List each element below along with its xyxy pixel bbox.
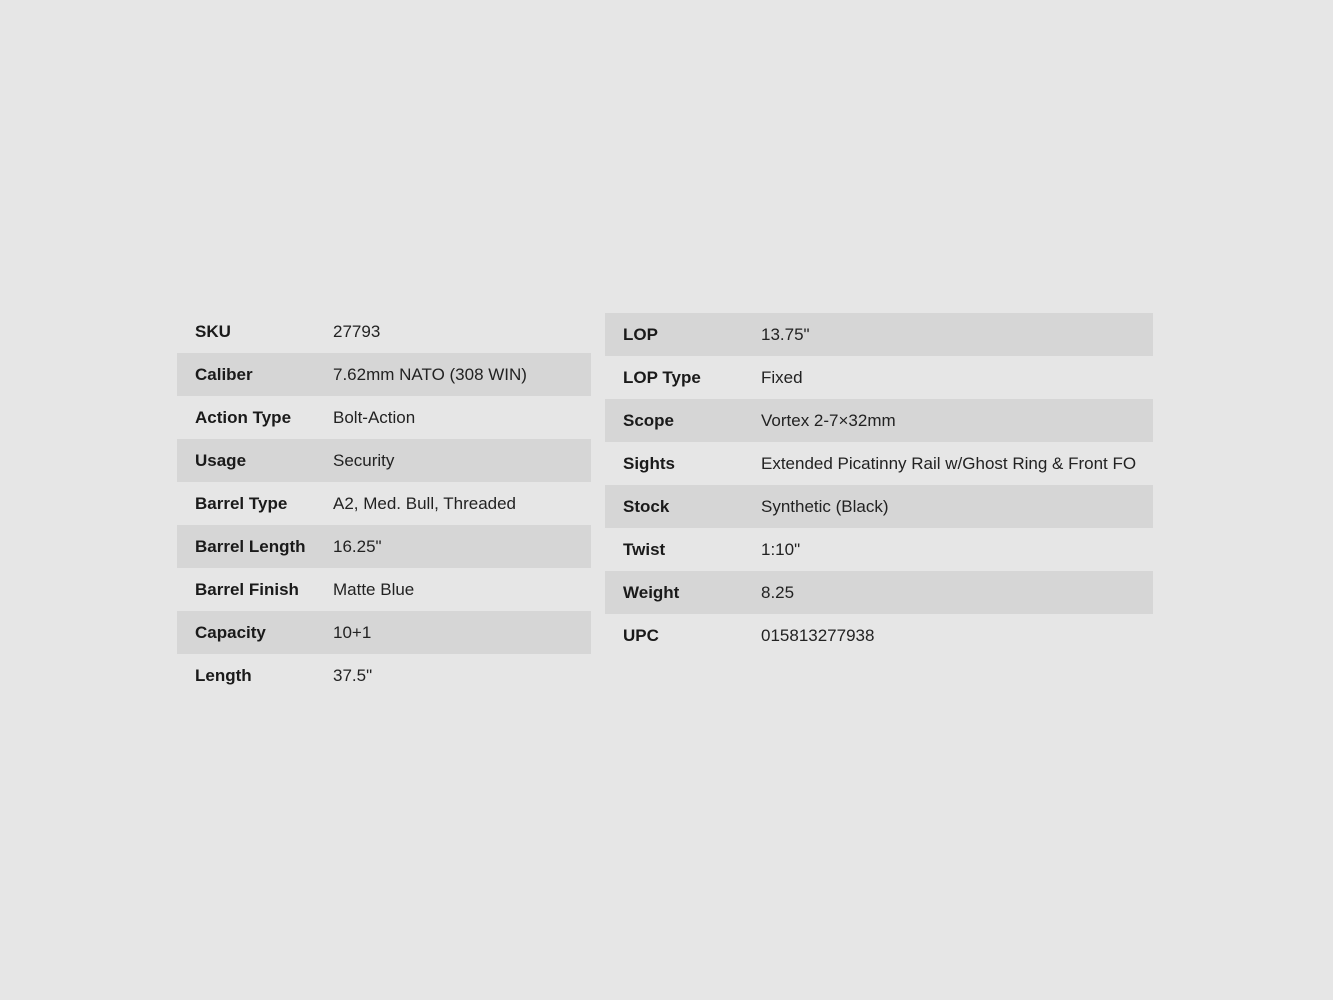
spec-value: Synthetic (Black) — [743, 485, 1153, 528]
spec-label: Twist — [623, 539, 666, 559]
spec-label: UPC — [623, 625, 659, 645]
spec-row-lop — [605, 313, 1153, 356]
spec-value: Extended Picatinny Rail w/Ghost Ring & Front FO — [761, 453, 1137, 473]
spec-row-weight — [605, 571, 1153, 614]
spec-row-twist — [605, 528, 1153, 571]
spec-value: 8.25 — [743, 571, 1153, 614]
spec-row-sights — [605, 442, 1153, 485]
spec-label: Action Type — [195, 407, 292, 427]
spec-label: Stock — [605, 485, 743, 528]
spec-value: 16.25" — [315, 525, 591, 568]
spec-row-barrel-length — [177, 525, 591, 568]
spec-value: 1:10" — [761, 539, 801, 559]
spec-value: 27793 — [333, 321, 381, 341]
spec-value: 13.75" — [743, 313, 1153, 356]
spec-table-right — [605, 313, 1153, 657]
spec-label: LOP Type — [623, 367, 701, 387]
spec-label: Barrel Type — [195, 493, 288, 513]
spec-row-lop-type — [605, 356, 1153, 399]
spec-row-action-type — [177, 396, 591, 439]
spec-label: Sights — [623, 453, 675, 473]
spec-label: Scope — [605, 399, 743, 442]
spec-table-left — [177, 310, 591, 697]
spec-label: SKU — [195, 321, 231, 341]
spec-label: LOP — [605, 313, 743, 356]
spec-row-length — [177, 654, 591, 697]
spec-label: Barrel Length — [177, 525, 315, 568]
spec-label: Capacity — [177, 611, 315, 654]
spec-value: 015813277938 — [761, 625, 875, 645]
spec-row-scope — [605, 399, 1153, 442]
spec-value: 10+1 — [315, 611, 591, 654]
spec-value: Security — [315, 439, 591, 482]
spec-row-upc — [605, 614, 1153, 657]
spec-label: Caliber — [177, 353, 315, 396]
spec-value: 37.5" — [333, 665, 373, 685]
spec-value: Bolt-Action — [333, 407, 416, 427]
spec-row-capacity — [177, 611, 591, 654]
spec-label: Usage — [177, 439, 315, 482]
spec-label: Weight — [605, 571, 743, 614]
spec-label: Length — [195, 665, 252, 685]
spec-row-caliber — [177, 353, 591, 396]
spec-label: Barrel Finish — [195, 579, 299, 599]
spec-row-usage — [177, 439, 591, 482]
spec-row-barrel-finish — [177, 568, 591, 611]
spec-row-stock — [605, 485, 1153, 528]
spec-row-sku — [177, 310, 591, 353]
spec-value: Fixed — [761, 367, 803, 387]
spec-value: Matte Blue — [333, 579, 415, 599]
spec-value: 7.62mm NATO (308 WIN) — [315, 353, 591, 396]
spec-row-barrel-type — [177, 482, 591, 525]
spec-value: Vortex 2-7×32mm — [743, 399, 1153, 442]
spec-value: A2, Med. Bull, Threaded — [333, 493, 517, 513]
